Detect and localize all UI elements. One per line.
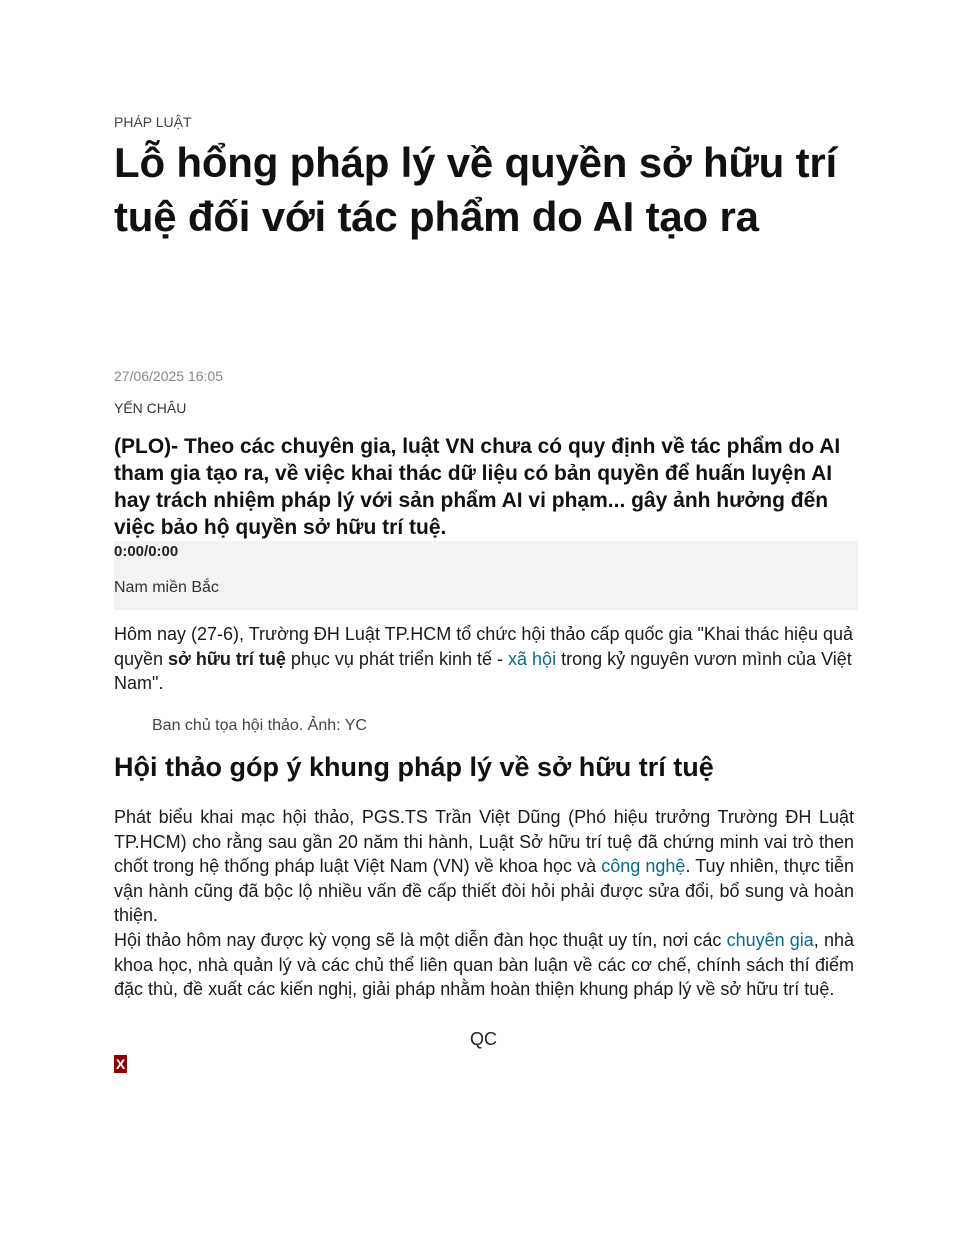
tag-link-chuyen-gia[interactable]: chuyên gia — [726, 930, 814, 950]
tag-link-xa-hoi[interactable]: xã hội — [508, 648, 557, 669]
ad-close-button[interactable]: X — [115, 1056, 126, 1072]
image-caption: Ban chủ tọa hội thảo. Ảnh: YC — [152, 717, 367, 734]
bold-keyword: sở hữu trí tuệ — [168, 648, 286, 669]
body-text: trong kỷ nguyên vươn mình của Việt Nam". — [114, 648, 852, 693]
audio-player[interactable] — [114, 541, 858, 610]
body-paragraph-3 — [114, 928, 854, 1002]
body-text: Phát biểu khai mạc hội thảo, PGS.TS Trần Việt Dũng (Phó hiệu trưởng Trường ĐH Luật TP.HCM) cho rằng sau gần 20 năm thi hành, Luật Sở hữu trí tuệ đã chứng minh vai trò then chốt trong hệ thống pháp luật Việt Nam (VN) về khoa học và — [114, 807, 854, 876]
body-paragraph-1 — [114, 622, 854, 696]
category-label[interactable]: PHÁP LUẬT — [114, 114, 192, 130]
body-text: , nhà khoa học, nhà quản lý và các chủ thể liên quan bàn luận về các cơ chế, chính sách thí điểm đặc thù, đề xuất các kiến nghị, giải pháp nhằm hoàn thiện khung pháp lý về sở hữu trí tuệ. — [114, 930, 854, 999]
publish-timestamp: 27/06/2025 16:05 — [114, 368, 223, 384]
body-text: Hội thảo hôm nay được kỳ vọng sẽ là một diễn đàn học thuật uy tín, nơi các — [114, 930, 727, 950]
article-sapo: (PLO)- Theo các chuyên gia, luật VN chưa có quy định về tác phẩm do AI tham gia tạo ra, về việc khai thác dữ liệu có bản quyền để huấn luyện AI hay trách nhiệm pháp lý với sản phẩm AI vi phạm... gây ảnh hưởng đến việc bảo hộ quyền sở hữu trí tuệ. — [114, 435, 841, 539]
tag-link-cong-nghe[interactable]: công nghệ — [601, 856, 686, 876]
body-text: . Tuy nhiên, thực tiễn vận hành cũng đã bộc lộ nhiều vấn đề cấp thiết đòi hỏi phải được sửa đổi, bổ sung và hoàn thiện. — [114, 856, 854, 925]
body-text: Hôm nay (27-6), Trường ĐH Luật TP.HCM tổ chức hội thảo cấp quốc gia "Khai thác hiệu quả quyền — [114, 624, 854, 669]
body-paragraph-2 — [114, 805, 854, 928]
body-text: phục vụ phát triển kinh tế - — [285, 648, 509, 669]
ad-label: QC — [470, 1029, 497, 1049]
article-title: Lỗ hổng pháp lý về quyền sở hữu trí tuệ đối với tác phẩm do AI tạo ra — [114, 139, 837, 240]
audio-time: 0:00/0:00 — [114, 543, 179, 560]
audio-voice-select[interactable]: Nam miền Bắc — [114, 579, 219, 596]
section-heading: Hội thảo góp ý khung pháp lý về sở hữu trí tuệ — [114, 752, 714, 782]
author-name[interactable]: YẾN CHÂU — [114, 400, 187, 416]
